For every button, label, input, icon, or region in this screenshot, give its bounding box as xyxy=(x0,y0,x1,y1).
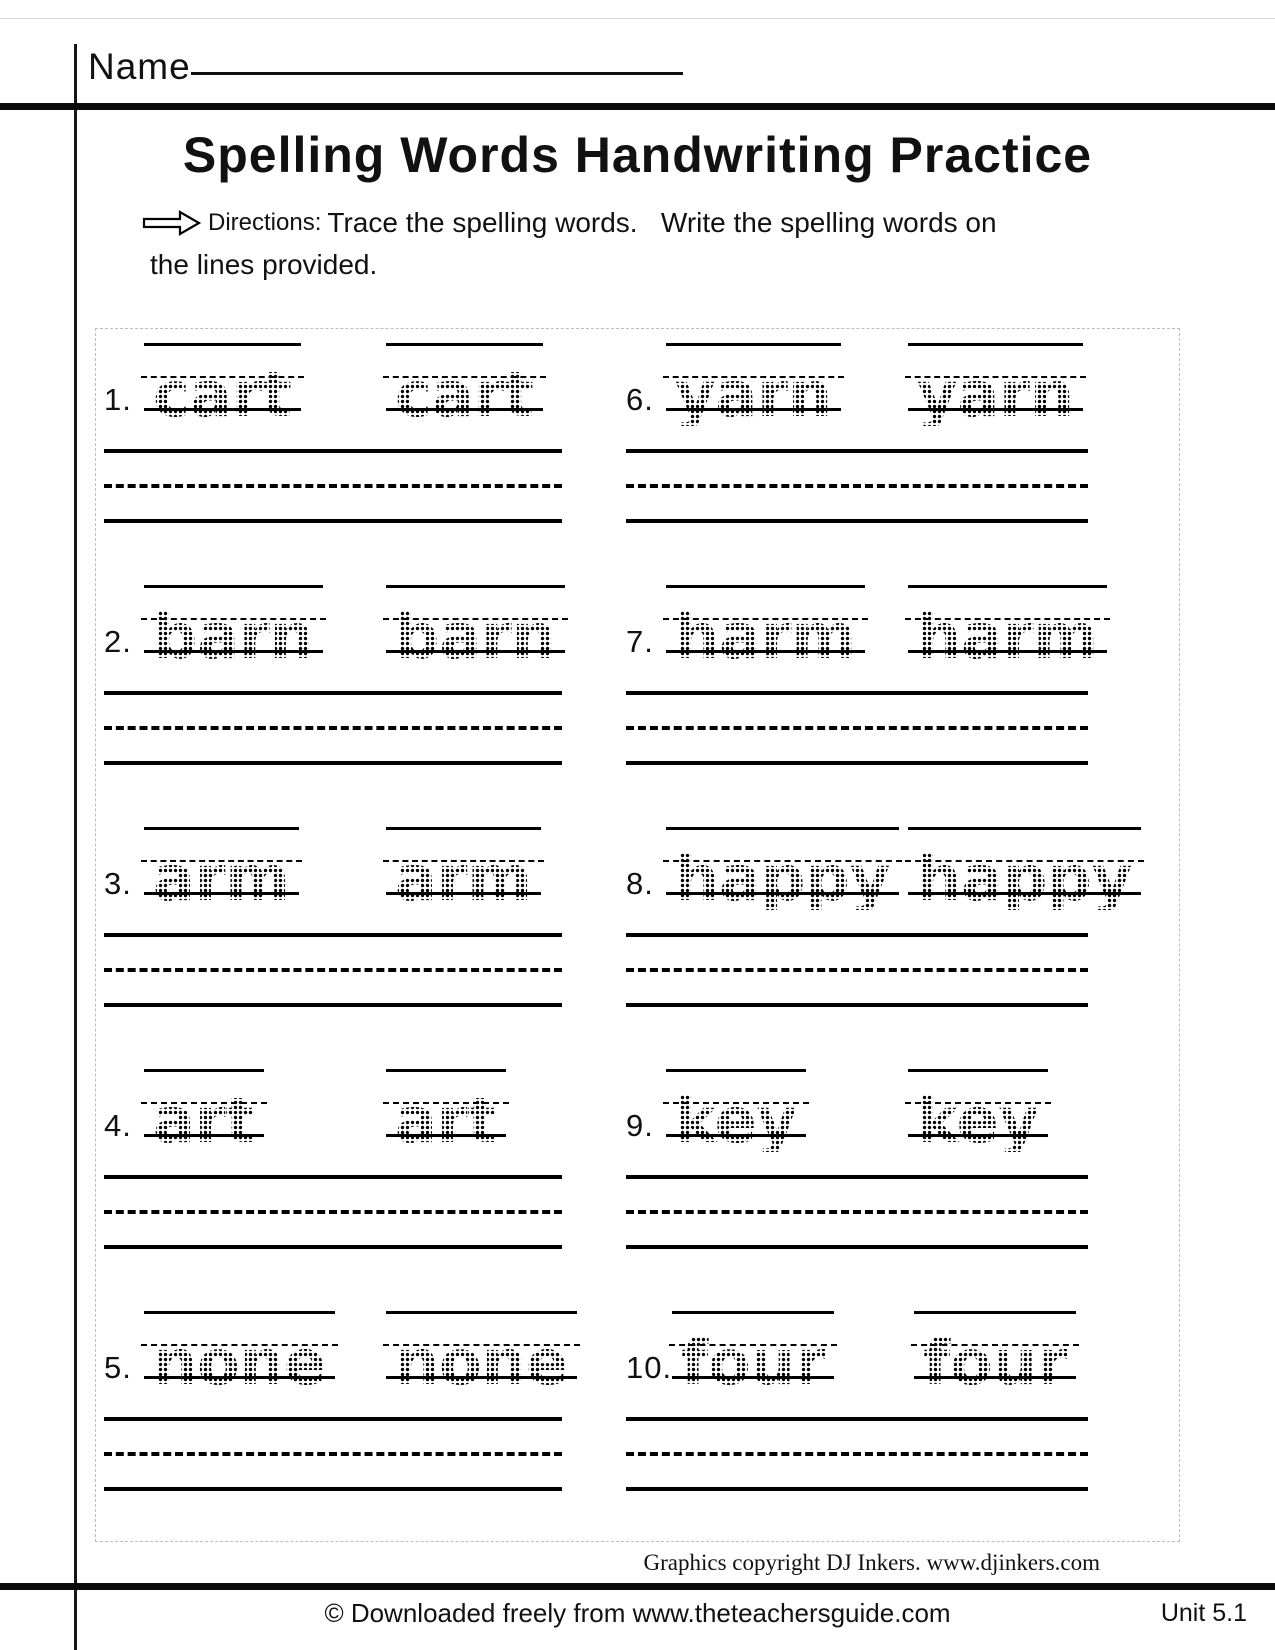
trace-word: barn xyxy=(153,600,314,673)
trace-cell xyxy=(144,343,301,431)
writing-line-solid xyxy=(104,449,562,453)
trace-cell xyxy=(914,1311,1076,1399)
trace-cell xyxy=(386,827,541,915)
top-rule xyxy=(0,103,1275,110)
trace-cell xyxy=(666,343,841,431)
writing-lines xyxy=(104,1175,562,1249)
trace-word: yarn xyxy=(917,358,1074,431)
writing-lines xyxy=(104,449,562,523)
trace-row xyxy=(626,827,1133,915)
trace-word: arm xyxy=(153,842,291,915)
writing-lines xyxy=(626,449,1088,523)
worksheet-item xyxy=(104,343,562,585)
writing-line-solid xyxy=(626,449,1088,453)
writing-line-solid xyxy=(104,1487,562,1491)
writing-line-solid xyxy=(104,519,562,523)
writing-lines xyxy=(626,1175,1088,1249)
writing-lines xyxy=(626,1417,1088,1491)
writing-line-solid xyxy=(626,1417,1088,1421)
trace-cell xyxy=(386,1069,506,1157)
writing-line-solid xyxy=(626,1003,1088,1007)
trace-row xyxy=(626,585,1099,673)
trace-cell xyxy=(144,1311,335,1399)
trace-word: harm xyxy=(675,600,857,673)
trace-cell xyxy=(666,585,865,673)
item-number: 6. xyxy=(626,382,654,417)
writing-line-solid xyxy=(626,691,1088,695)
directions xyxy=(142,203,1132,285)
trace-word: four xyxy=(923,1326,1068,1399)
writing-line-dashed xyxy=(104,1210,562,1214)
writing-lines xyxy=(104,933,562,1007)
download-credit: © Downloaded freely from www.theteachersguide.com xyxy=(324,1598,951,1628)
trace-cell xyxy=(666,1069,806,1157)
trace-cell xyxy=(144,827,299,915)
trace-word: key xyxy=(917,1084,1040,1157)
trace-word: happy xyxy=(675,842,891,915)
trace-cell xyxy=(908,827,1141,915)
graphics-credit: Graphics copyright DJ Inkers. www.djinkers.com xyxy=(643,1550,1100,1575)
name-label: Name xyxy=(88,46,191,87)
right-arrow-icon xyxy=(142,210,202,236)
trace-slot-first xyxy=(144,585,386,673)
worksheet-item xyxy=(104,1311,568,1553)
trace-cell xyxy=(666,827,899,915)
item-number: 8. xyxy=(626,866,654,901)
trace-cell xyxy=(386,585,565,673)
writing-line-dashed xyxy=(104,968,562,972)
trace-cell xyxy=(908,343,1083,431)
trace-word: key xyxy=(675,1084,798,1157)
worksheet-item xyxy=(626,585,1099,827)
worksheet-item xyxy=(104,1069,562,1311)
page-edge-line xyxy=(0,18,1275,19)
left-margin-line xyxy=(74,44,77,1650)
writing-line-solid xyxy=(104,1417,562,1421)
worksheet-item xyxy=(626,827,1133,1069)
writing-line-solid xyxy=(104,1175,562,1179)
trace-word: barn xyxy=(395,600,556,673)
writing-line-dashed xyxy=(104,726,562,730)
trace-cell xyxy=(386,343,543,431)
bottom-rule xyxy=(0,1583,1275,1590)
writing-line-solid xyxy=(626,519,1088,523)
trace-row xyxy=(104,585,562,673)
trace-slot-first xyxy=(144,1311,386,1399)
name-block xyxy=(88,46,683,88)
trace-slot-first xyxy=(144,343,386,431)
writing-lines xyxy=(626,691,1088,765)
writing-line-solid xyxy=(626,933,1088,937)
trace-slot-first xyxy=(666,585,908,673)
trace-word: none xyxy=(153,1326,326,1399)
trace-cell xyxy=(144,585,323,673)
item-number: 10. xyxy=(626,1350,673,1385)
trace-word: cart xyxy=(395,358,534,431)
writing-line-dashed xyxy=(104,484,562,488)
item-number: 1. xyxy=(104,382,132,417)
trace-row xyxy=(626,1311,1088,1399)
writing-line-solid xyxy=(104,933,562,937)
trace-row xyxy=(104,1069,562,1157)
item-number: 2. xyxy=(104,624,132,659)
item-number: 4. xyxy=(104,1108,132,1143)
item-number: 5. xyxy=(104,1350,132,1385)
directions-label: Directions: xyxy=(208,209,322,236)
writing-line-dashed xyxy=(626,1210,1088,1214)
worksheet-item xyxy=(104,585,562,827)
writing-line-solid xyxy=(626,1487,1088,1491)
writing-line-solid xyxy=(626,1245,1088,1249)
trace-row xyxy=(626,343,1088,431)
trace-slot-first xyxy=(144,1069,386,1157)
item-number: 3. xyxy=(104,866,132,901)
trace-cell xyxy=(908,585,1107,673)
trace-row xyxy=(104,1311,568,1399)
writing-line-dashed xyxy=(626,1452,1088,1456)
trace-word: none xyxy=(395,1326,568,1399)
trace-row xyxy=(104,827,562,915)
worksheet-item xyxy=(626,343,1088,585)
trace-slot-first xyxy=(144,827,386,915)
trace-word: arm xyxy=(395,842,533,915)
unit-label: Unit 5.1 xyxy=(1160,1599,1247,1627)
trace-word: art xyxy=(153,1084,256,1157)
writing-line-dashed xyxy=(626,968,1088,972)
worksheet-column-left xyxy=(104,343,568,1553)
writing-line-dashed xyxy=(626,726,1088,730)
trace-slot-first xyxy=(672,1311,914,1399)
trace-word: harm xyxy=(917,600,1099,673)
writing-line-solid xyxy=(626,1175,1088,1179)
trace-slot-first xyxy=(666,343,908,431)
writing-lines xyxy=(104,1417,562,1491)
trace-cell xyxy=(386,1311,577,1399)
writing-line-solid xyxy=(104,691,562,695)
trace-cell xyxy=(672,1311,834,1399)
trace-word: yarn xyxy=(675,358,832,431)
directions-text: Trace the spelling words. Write the spelling words on xyxy=(327,207,997,238)
trace-slot-first xyxy=(666,827,908,915)
worksheet-item xyxy=(104,827,562,1069)
worksheet-box xyxy=(95,328,1180,1542)
worksheet-item xyxy=(626,1069,1088,1311)
writing-line-dashed xyxy=(626,484,1088,488)
trace-word: cart xyxy=(153,358,292,431)
trace-slot-first xyxy=(666,1069,908,1157)
name-blank-line xyxy=(191,72,683,75)
trace-cell xyxy=(908,1069,1048,1157)
worksheet-column-right xyxy=(626,343,1133,1553)
worksheet-item xyxy=(626,1311,1088,1553)
writing-line-solid xyxy=(104,1003,562,1007)
writing-line-solid xyxy=(626,761,1088,765)
writing-lines xyxy=(104,691,562,765)
trace-row xyxy=(104,343,562,431)
directions-line1 xyxy=(142,203,1132,243)
trace-word: happy xyxy=(917,842,1133,915)
writing-line-solid xyxy=(104,761,562,765)
page-title: Spelling Words Handwriting Practice xyxy=(182,127,1093,183)
writing-lines xyxy=(626,933,1088,1007)
trace-word: four xyxy=(681,1326,826,1399)
writing-line-dashed xyxy=(104,1452,562,1456)
trace-cell xyxy=(144,1069,264,1157)
trace-row xyxy=(626,1069,1088,1157)
writing-line-solid xyxy=(104,1245,562,1249)
item-number: 7. xyxy=(626,624,654,659)
item-number: 9. xyxy=(626,1108,654,1143)
directions-line2: the lines provided. xyxy=(150,249,378,280)
trace-word: art xyxy=(395,1084,498,1157)
